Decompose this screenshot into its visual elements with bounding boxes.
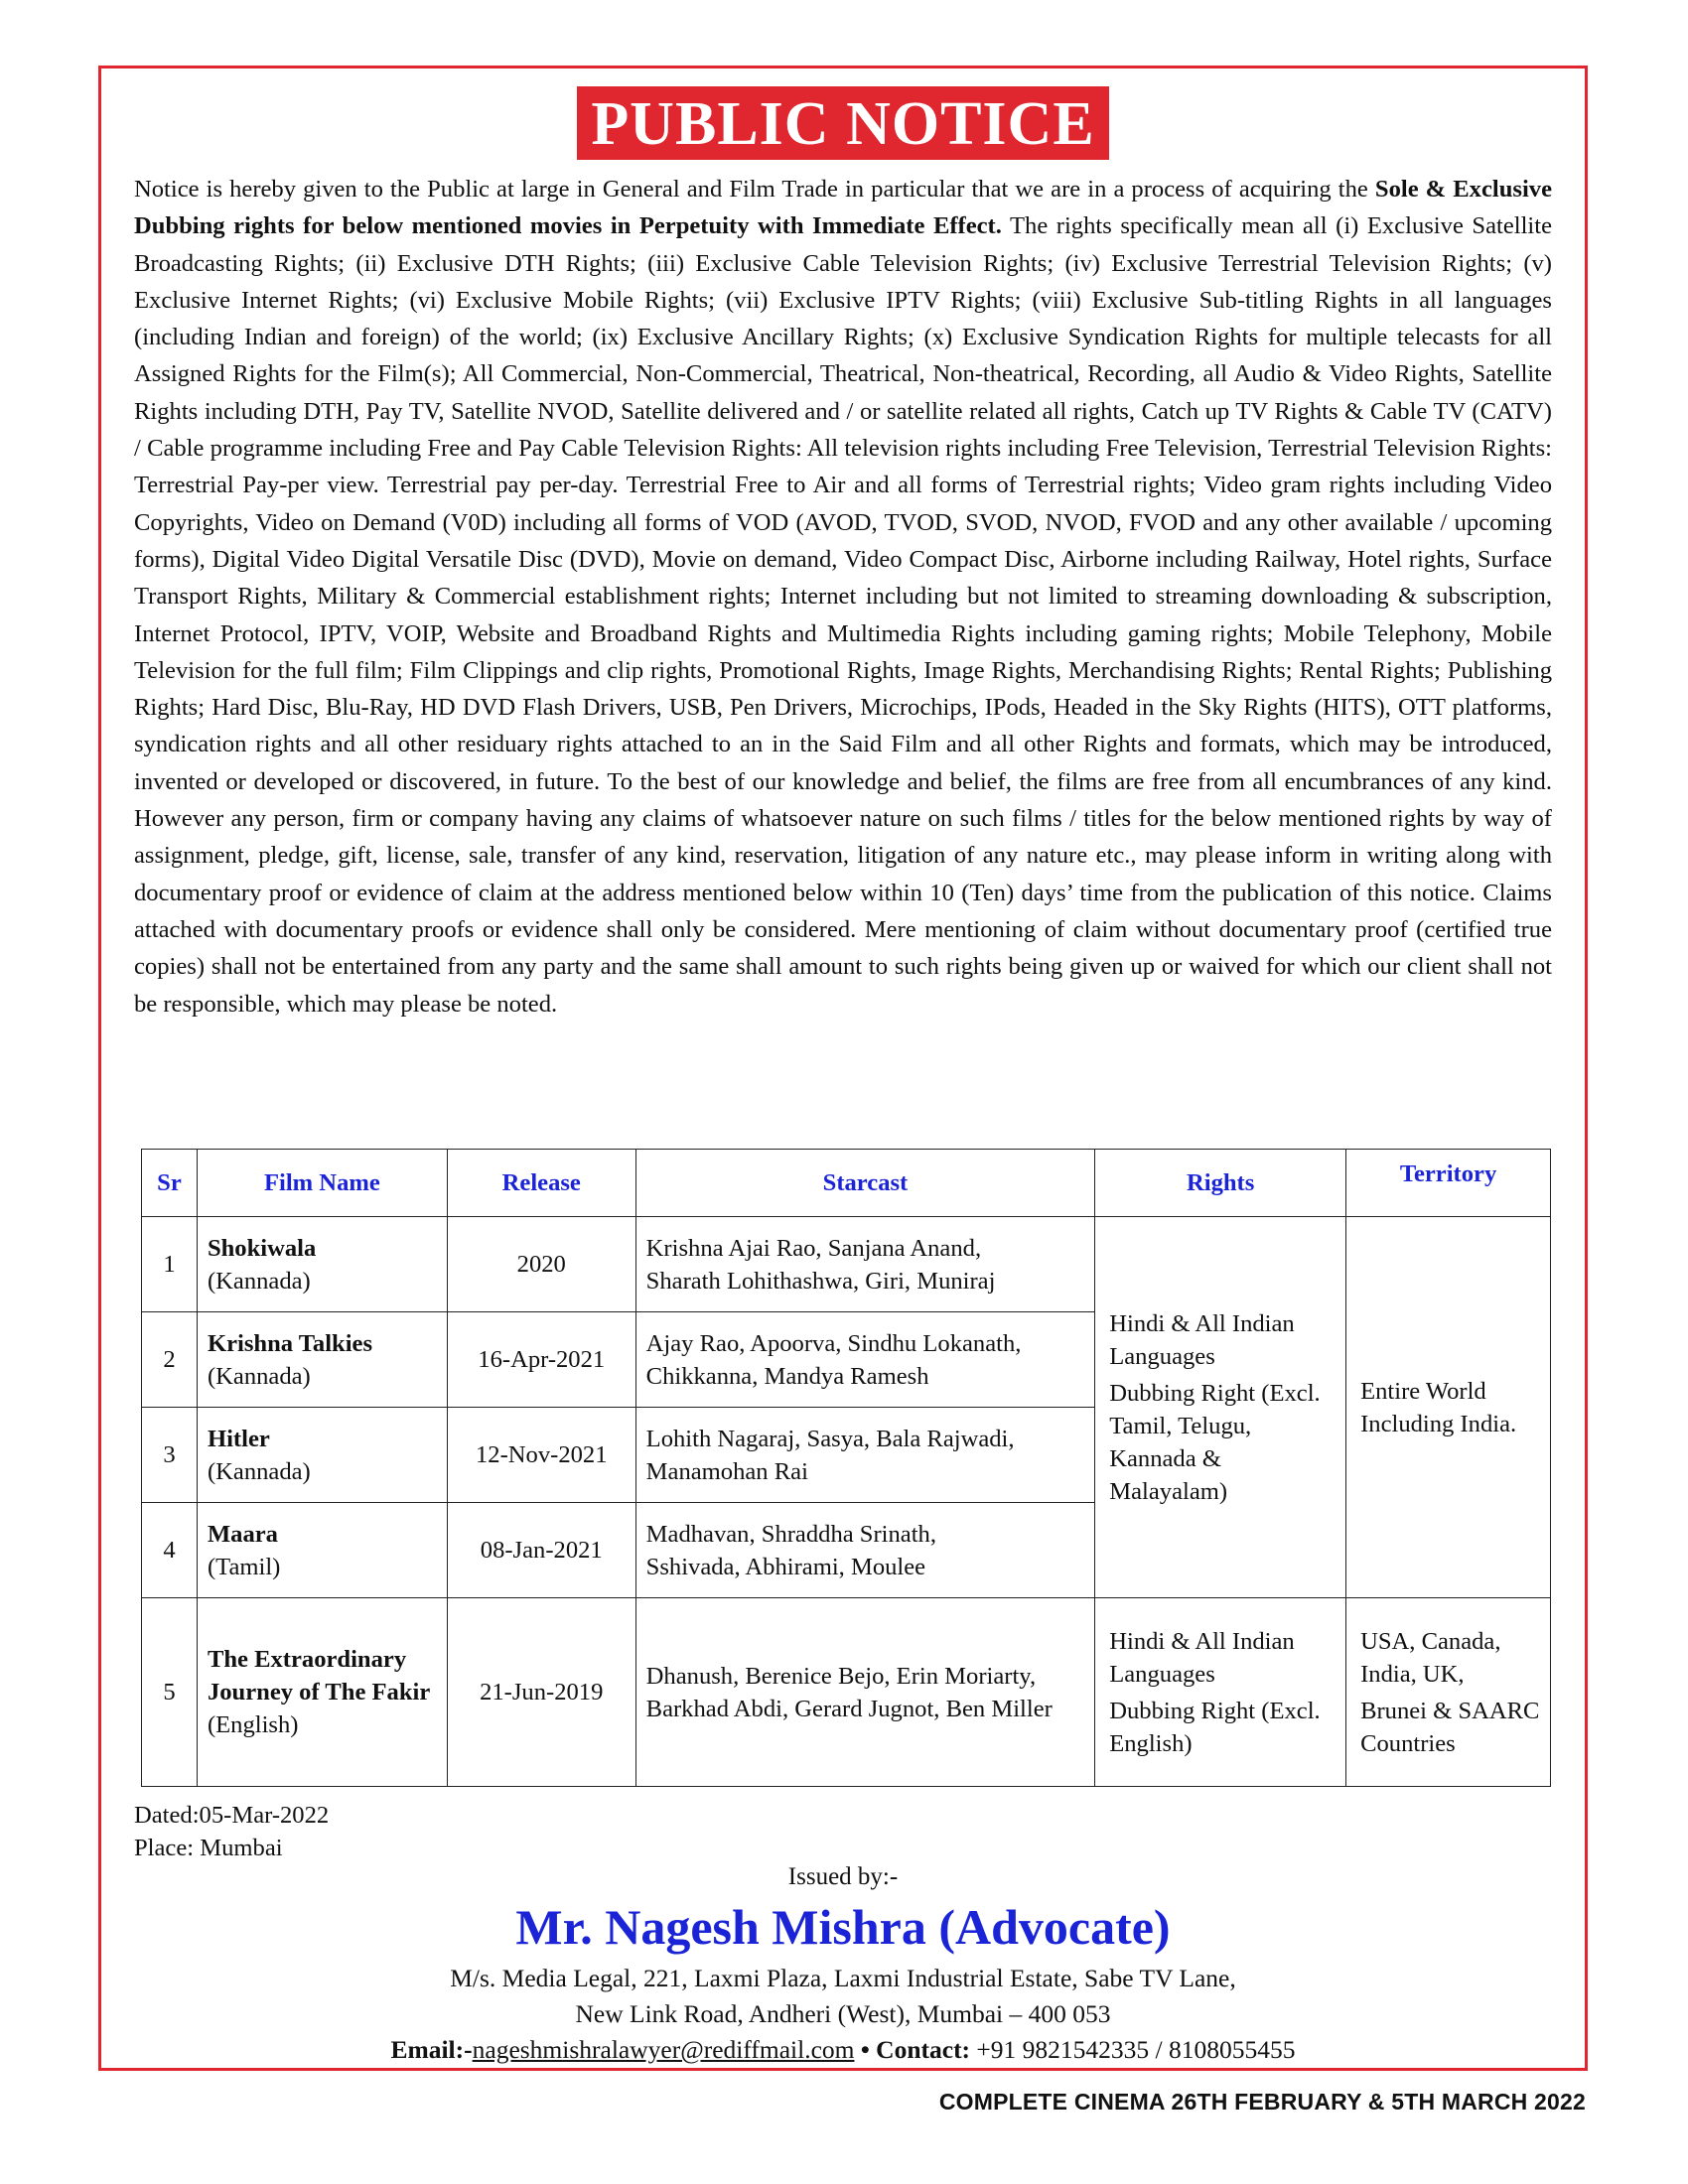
row-film (197, 1408, 447, 1503)
header-release: Release (447, 1150, 635, 1217)
starcast-line: Sharath Lohithashwa, Giri, Muniraj (645, 1267, 996, 1295)
row-sr: 5 (142, 1598, 198, 1787)
notice-rights-text: The rights specifically mean all (i) Exclusive Satellite Broadcasting Rights; (ii) Exclusive DTH Rights; (iii) Exclusive Cable Television Rights; (iv) Exclusive Terrestrial Television Rights; (v) Exclusive Internet Rights; (vi) Exclusive Mobile Rights; (vii) Exclusive IPTV Rights; (viii) Exclusive Sub-titling Rights in all languages (including Indian and foreign) of the world; (ix) Exclusive Ancillary Rights; (x) Exclusive Syndication Rights for multiple telecasts for all Assigned Rights for the Film(s); All Commercial, Non-Commercial, Theatrical, Non-theatrical, Recording, all Audio & Video Rights, Satellite Rights including DTH, Pay TV, Satellite NVOD, Satellite delivered and / or satellite related all rights, Catch up TV Rights & Cable TV (CATV) / Cable programme including Free and Pay Cable Television Rights: All television rights including Free Television, Terrestrial Television Rights: Terrestrial Pay-per view. Terrestrial pay per-day. Terrestrial Free to Air and all forms of Terrestrial rights; Video gram rights including Video Copyrights, Video on Demand (V0D) including all forms of VOD (AVOD, TVOD, SVOD, NVOD, FVOD and any other available / upcoming forms), Digital Video Digital Versatile Disc (DVD), Movie on demand, Video Compact Disc, Airborne including Railway, Hotel rights, Surface Transport Rights, Military & Commercial establishment rights; Internet including but not limited to streaming downloading & subscription, Internet Protocol, IPTV, VOIP, Website and Broadband Rights and Multimedia Rights including gaming rights; Mobile Telephony, Mobile Television for the full film; Film Clippings and clip rights, Promotional Rights, Image Rights, Merchandising Rights; Rental Rights; Publishing Rights; Hard Disc, Blu-Ray, HD DVD Flash Drivers, USB, Pen Drivers, Microchips, IPods, Headed in the Sky Rights (HITS), OTT platforms, syndication rights and all other residuary rights attached to an in the Said Film and all other Rights and formats, which may be introduced, invented or developed or discovered, in future. To the best of our knowledge and belief, the films are free from all encumbrances of any kind. However any person, firm or company having any claims of whatsoever nature on such films / titles for the below mentioned rights by way of assignment, pledge, gift, license, sale, transfer of any kind, reservation, litigation of any nature etc., may please inform in writing along with documentary proof or evidence of claim at the address mentioned below within 10 (Ten) days’ time from the publication of this notice. Claims attached with documentary proofs or evidence shall only be considered. Mere mentioning of claim without documentary proof (certified true copies) shall not be entertained from any party and the same shall amount to such rights being given up or waived for which our client shall not be responsible, which may please be noted. (134, 212, 1552, 1018)
starcast-line: Lohith Nagaraj, Sasya, Bala Rajwadi, (645, 1425, 1015, 1452)
territory-group-2 (1346, 1598, 1551, 1787)
rights-dubbing: Dubbing Right (Excl. English) (1109, 1697, 1321, 1757)
notice-bold-clause: Sole & Exclusive Dubbing rights for below mentioned movies in Perpetuity with Immediate Effect. (134, 176, 1552, 240)
row-sr: 1 (142, 1217, 198, 1312)
row-starcast (635, 1503, 1095, 1598)
territory-line: USA, Canada, India, UK, (1360, 1627, 1501, 1688)
table-row (142, 1217, 1551, 1312)
film-name: Hitler (207, 1425, 270, 1452)
films-table (141, 1149, 1551, 1787)
film-name: The Extraordinary Journey of The Fakir (207, 1646, 431, 1706)
notice-frame (98, 66, 1588, 2071)
dated: Dated:05-Mar-2022 (134, 1802, 330, 1829)
notice-title: PUBLIC NOTICE (577, 86, 1108, 160)
row-film (197, 1217, 447, 1312)
row-release: 2020 (447, 1217, 635, 1312)
row-film (197, 1503, 447, 1598)
header-territory: Territory (1346, 1150, 1551, 1217)
issued-by: Issued by:- (787, 1863, 899, 1890)
film-name: Maara (207, 1520, 278, 1548)
film-name: Krishna Talkies (207, 1329, 373, 1357)
row-release: 16-Apr-2021 (447, 1312, 635, 1408)
email-link[interactable]: nageshmishralawyer@rediffmail.com (472, 2035, 855, 2064)
table-row (142, 1598, 1551, 1787)
address-line-2: New Link Road, Andheri (West), Mumbai – 400 053 (575, 1999, 1111, 2028)
row-release: 12-Nov-2021 (447, 1408, 635, 1503)
territory-group-1: Entire World Including India. (1346, 1217, 1551, 1598)
header-rights: Rights (1095, 1150, 1346, 1217)
starcast-line: Manamohan Rai (645, 1457, 808, 1485)
film-language: (English) (207, 1711, 299, 1738)
row-starcast: Dhanush, Berenice Bejo, Erin Moriarty, Barkhad Abdi, Gerard Jugnot, Ben Miller (635, 1598, 1095, 1787)
row-sr: 3 (142, 1408, 198, 1503)
header-starcast: Starcast (635, 1150, 1095, 1217)
row-sr: 2 (142, 1312, 198, 1408)
address (101, 1961, 1585, 2032)
row-starcast (635, 1217, 1095, 1312)
film-name: Shokiwala (207, 1234, 317, 1262)
rights-group-1 (1095, 1217, 1346, 1598)
rights-dubbing: Dubbing Right (Excl. Tamil, Telugu, Kannada & Malayalam) (1109, 1379, 1321, 1505)
row-release: 08-Jan-2021 (447, 1503, 635, 1598)
rights-languages: Hindi & All Indian Languages (1109, 1627, 1295, 1688)
email-label: Email:- (390, 2035, 473, 2064)
notice-body (134, 171, 1552, 1023)
row-sr: 4 (142, 1503, 198, 1598)
starcast-line: Chikkanna, Mandya Ramesh (645, 1362, 929, 1390)
address-line-1: M/s. Media Legal, 221, Laxmi Plaza, Laxmi Industrial Estate, Sabe TV Lane, (450, 1964, 1236, 1992)
header-film-name: Film Name (197, 1150, 447, 1217)
advocate-name: Mr. Nagesh Mishra (Advocate) (515, 1899, 1171, 1955)
film-language: (Kannada) (207, 1362, 311, 1390)
film-language: (Kannada) (207, 1267, 311, 1295)
row-release: 21-Jun-2019 (447, 1598, 635, 1787)
phone-numbers: +91 9821542335 / 8108055455 (970, 2035, 1296, 2064)
starcast-line: Ajay Rao, Apoorva, Sindhu Lokanath, (645, 1329, 1022, 1357)
starcast-line: Krishna Ajai Rao, Sanjana Anand, (645, 1234, 982, 1262)
row-starcast (635, 1408, 1095, 1503)
territory-line: Brunei & SAARC Countries (1360, 1697, 1540, 1757)
starcast-line: Sshivada, Abhirami, Moulee (645, 1553, 926, 1580)
table-header-row (142, 1150, 1551, 1217)
publication-banner: COMPLETE CINEMA 26TH FEBRUARY & 5TH MARCH 2022 (938, 2089, 1586, 2115)
notice-intro: Notice is hereby given to the Public at large in General and Film Trade in particular that we are in a process of acquiring the (134, 176, 1368, 203)
film-language: (Kannada) (207, 1457, 311, 1485)
contact-line (101, 2032, 1585, 2068)
starcast-line: Madhavan, Shraddha Srinath, (645, 1520, 936, 1548)
date-place (134, 1799, 329, 1864)
row-film (197, 1598, 447, 1787)
rights-group-2 (1095, 1598, 1346, 1787)
header-sr: Sr (142, 1150, 198, 1217)
row-film (197, 1312, 447, 1408)
title-wrap (101, 86, 1585, 160)
rights-languages: Hindi & All Indian Languages (1109, 1309, 1295, 1370)
row-starcast (635, 1312, 1095, 1408)
film-language: (Tamil) (207, 1553, 281, 1580)
contact-label: Contact: (876, 2035, 971, 2064)
separator-bullet: • (854, 2035, 877, 2064)
place: Place: Mumbai (134, 1835, 283, 1861)
